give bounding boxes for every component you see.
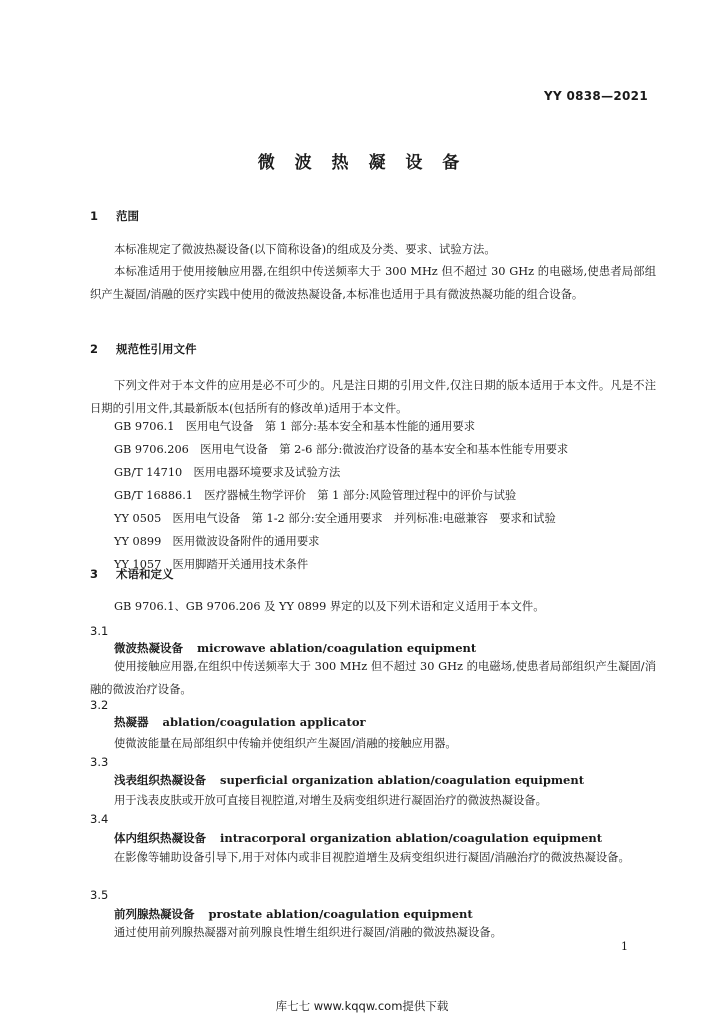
term-number: 3.3 bbox=[90, 755, 109, 769]
download-footer: 库七七 www.kqqw.com提供下载 bbox=[275, 999, 449, 1013]
reference-item: GB/T 14710 医用电器环境要求及试验方法 bbox=[114, 466, 341, 479]
term-chinese: 浅表组织热凝设备 bbox=[114, 773, 206, 787]
term-english: prostate ablation/coagulation equipment bbox=[208, 907, 473, 921]
term-chinese: 体内组织热凝设备 bbox=[114, 831, 206, 845]
term-definition: 使微波能量在局部组织中传输并使组织产生凝固/消融的接触应用器。 bbox=[114, 737, 457, 750]
reference-item: YY 0899 医用微波设备附件的通用要求 bbox=[114, 535, 320, 548]
standard-code: YY 0838—2021 bbox=[544, 89, 648, 103]
term-definition: 在影像等辅助设备引导下,用于对体内或非目视腔道增生及病变组织进行凝固/消融治疗的微波热凝设备。 bbox=[114, 851, 630, 864]
term-english: ablation/coagulation applicator bbox=[162, 715, 366, 729]
section-3-heading bbox=[90, 566, 174, 582]
term-number: 3.2 bbox=[90, 698, 109, 712]
term-chinese: 前列腺热凝设备 bbox=[114, 907, 195, 921]
paragraph: 本标准规定了微波热凝设备(以下简称设备)的组成及分类、要求、试验方法。 bbox=[114, 243, 496, 256]
section-number: 1 bbox=[90, 209, 99, 223]
page-number: 1 bbox=[621, 940, 628, 953]
paragraph: 本标准适用于使用接触应用器,在组织中传送频率大于 300 MHz 但不超过 30 GHz 的电磁场,使患者局部组织产生凝固/消融的医疗实践中使用的微波热凝设备,本标准也适用于具有微波热凝功能的组合设备。 bbox=[90, 265, 656, 301]
term-chinese: 热凝器 bbox=[114, 715, 149, 729]
term-heading bbox=[114, 714, 366, 730]
reference-item: YY 0505 医用电气设备 第 1-2 部分:安全通用要求 并列标准:电磁兼容 要求和试验 bbox=[114, 512, 556, 525]
section-1-heading bbox=[90, 208, 139, 224]
paragraph: 下列文件对于本文件的应用是必不可少的。凡是注日期的引用文件,仅注日期的版本适用于本文件。凡是不注日期的引用文件,其最新版本(包括所有的修改单)适用于本文件。 bbox=[90, 379, 656, 415]
reference-item: YY 1057 医用脚踏开关通用技术条件 bbox=[114, 558, 309, 571]
section-number: 2 bbox=[90, 342, 99, 356]
reference-item: GB/T 16886.1 医疗器械生物学评价 第 1 部分:风险管理过程中的评价与试验 bbox=[114, 489, 517, 502]
term-english: microwave ablation/coagulation equipment bbox=[197, 641, 477, 655]
term-heading bbox=[114, 772, 584, 788]
term-heading bbox=[114, 830, 602, 846]
section-number: 3 bbox=[90, 567, 99, 581]
reference-item: GB 9706.206 医用电气设备 第 2-6 部分:微波治疗设备的基本安全和基本性能专用要求 bbox=[114, 443, 569, 456]
term-heading bbox=[114, 906, 473, 922]
term-heading bbox=[114, 640, 476, 656]
document-title: 微 波 热 凝 设 备 bbox=[257, 153, 467, 173]
section-title: 规范性引用文件 bbox=[116, 342, 197, 356]
section-2-heading bbox=[90, 341, 197, 357]
paragraph: GB 9706.1、GB 9706.206 及 YY 0899 界定的以及下列术语和定义适用于本文件。 bbox=[114, 600, 545, 613]
term-english: intracorporal organization ablation/coagulation equipment bbox=[220, 831, 603, 845]
term-definition: 用于浅表皮肤或开放可直接目视腔道,对增生及病变组织进行凝固治疗的微波热凝设备。 bbox=[114, 794, 547, 807]
term-number: 3.5 bbox=[90, 888, 109, 902]
term-definition: 通过使用前列腺热凝器对前列腺良性增生组织进行凝固/消融的微波热凝设备。 bbox=[114, 926, 502, 939]
term-chinese: 微波热凝设备 bbox=[114, 641, 183, 655]
term-number: 3.1 bbox=[90, 624, 109, 638]
reference-item: GB 9706.1 医用电气设备 第 1 部分:基本安全和基本性能的通用要求 bbox=[114, 420, 476, 433]
section-title: 范围 bbox=[116, 209, 139, 223]
section-title: 术语和定义 bbox=[116, 567, 174, 581]
term-english: superficial organization ablation/coagulation equipment bbox=[220, 773, 585, 787]
term-number: 3.4 bbox=[90, 812, 109, 826]
term-definition: 使用接触应用器,在组织中传送频率大于 300 MHz 但不超过 30 GHz 的电磁场,使患者局部组织产生凝固/消融的微波治疗设备。 bbox=[90, 660, 656, 696]
